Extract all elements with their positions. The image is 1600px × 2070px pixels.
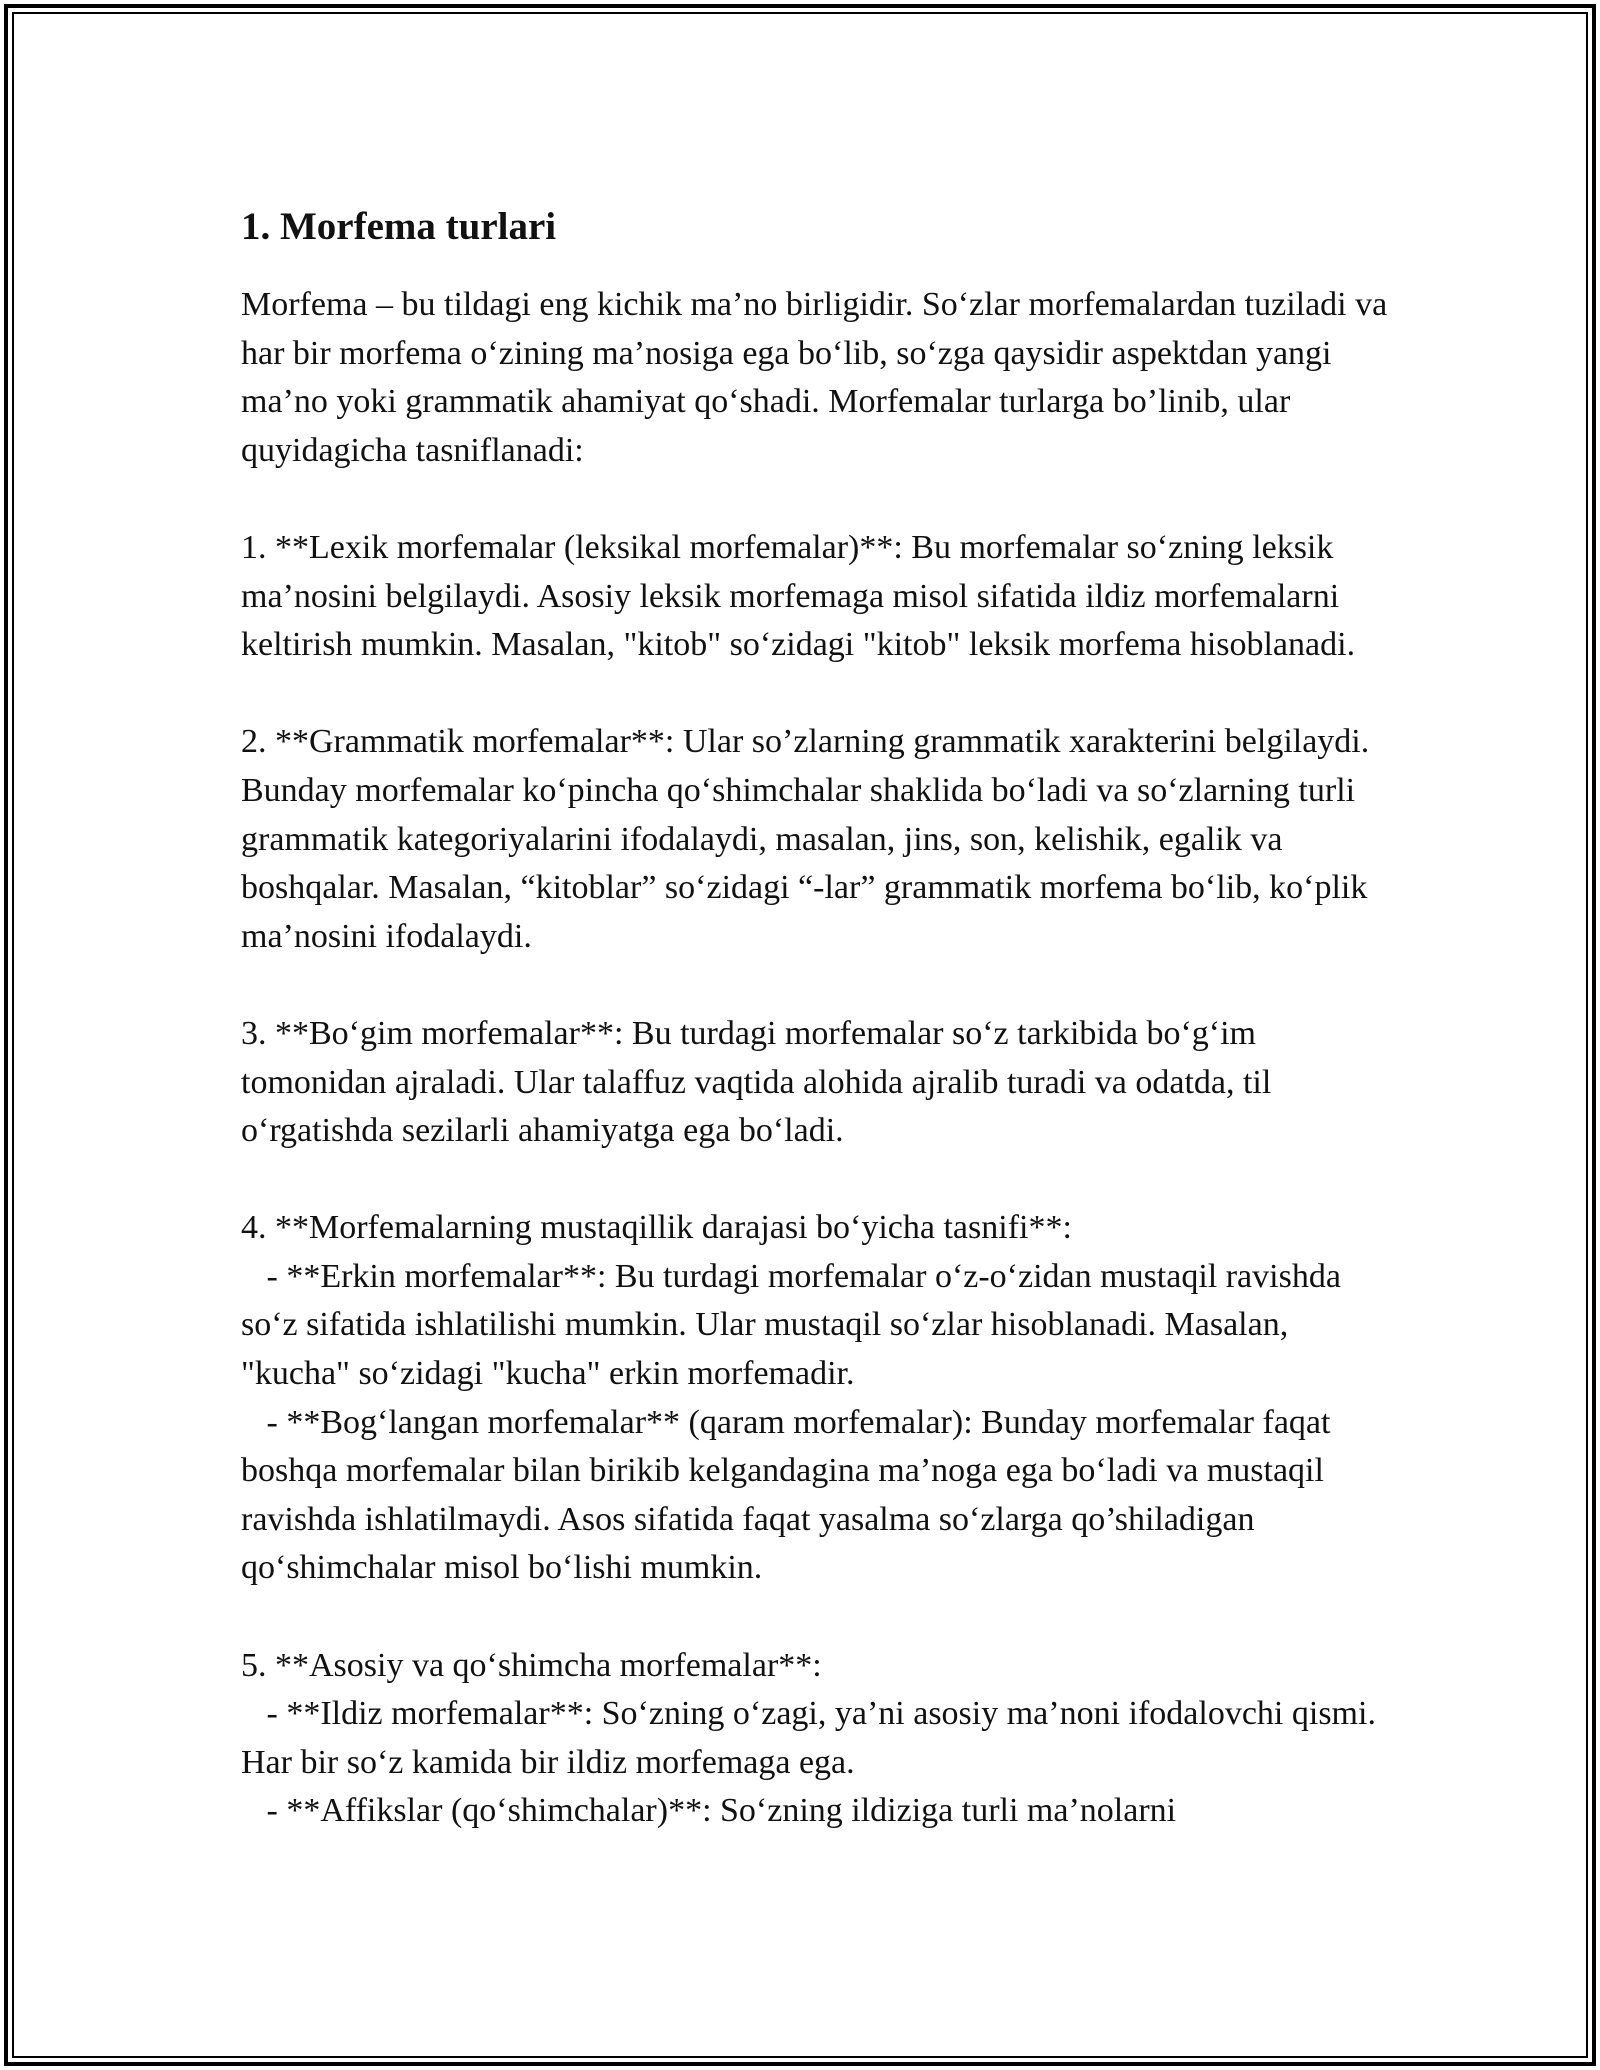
document-body [241,195,1401,1836]
intro-paragraph: Morfema – bu tildagi eng kichik ma’no birligidir. So‘zlar morfemalardan tuziladi va har bir morfema o‘zining ma’nosiga ega bo‘lib, so‘zga qaysidir aspektdan yangi ma’no yoki grammatik ahamiyat qo‘shadi. Morfemalar turlarga bo’linib, ular quyidagicha tasniflanadi: [241,286,1396,469]
page-inner-border [12,12,1588,2058]
list-item-3: 3. **Bo‘gim morfemalar**: Bu turdagi morfemalar so‘z tarkibida bo‘g‘im tomonidan ajraladi. Ular talaffuz vaqtida alohida ajralib turadi va odatda, til o‘rgatishda sezilarli ahamiyatga ega bo‘ladi. [241,1014,1280,1150]
list-item-1: 1. **Lexik morfemalar (leksikal morfemalar)**: Bu morfemalar so‘zning leksik ma’nosini belgilaydi. Asosiy leksik morfemaga misol sifatida ildiz morfemalarni keltirish mumkin. Masalan, "kitob" so‘zidagi "kitob" leksik morfema hisoblanadi. [241,528,1356,664]
list-item-2: 2. **Grammatik morfemalar**: Ular so’zlarning grammatik xarakterini belgilaydi. Bunday morfemalar ko‘pincha qo‘shimchalar shaklida bo‘ladi va so‘zlarning turli grammatik kategoriyalarini ifodalaydi, masalan, jins, son, kelishik, egalik va boshqalar. Masalan, “kitoblar” so‘zidagi “-lar” grammatik morfema bo‘lib, ko‘plik ma’nosini ifodalaydi. [241,723,1378,955]
page-border [4,4,1596,2066]
section-title: 1. Morfema turlari [241,205,557,248]
list-item-5: 5. **Asosiy va qo‘shimcha morfemalar**: - **Ildiz morfemalar**: So‘zning o‘zagi, ya’ni asosiy ma’noni ifodalovchi qismi. Har bir so‘z kamida bir ildiz morfemaga ega. - **Affikslar (qo‘shimchalar)**: So‘zning ildiziga turli ma’nolarni [241,1646,1376,1830]
list-item-4: 4. **Morfemalarning mustaqillik darajasi bo‘yicha tasnifi**: - **Erkin morfemalar**: Bu turdagi morfemalar o‘z-o‘zidan mustaqil ravishda so‘z sifatida ishlatilishi mumkin. Ular mustaqil so‘zlar hisoblanadi. Masalan, "kucha" so‘zidagi "kucha" erkin morfemadir. - **Bog‘langan morfemalar** (qaram morfemalar): Bunday morfemalar faqat boshqa morfemalar bilan birikib kelgandagina ma’noga ega bo‘ladi va mustaqil ravishda ishlatilmaydi. Asos sifatida faqat yasalma so‘zlarga qo’shiladigan qo‘shimchalar misol bo‘lishi mumkin. [241,1209,1341,1587]
